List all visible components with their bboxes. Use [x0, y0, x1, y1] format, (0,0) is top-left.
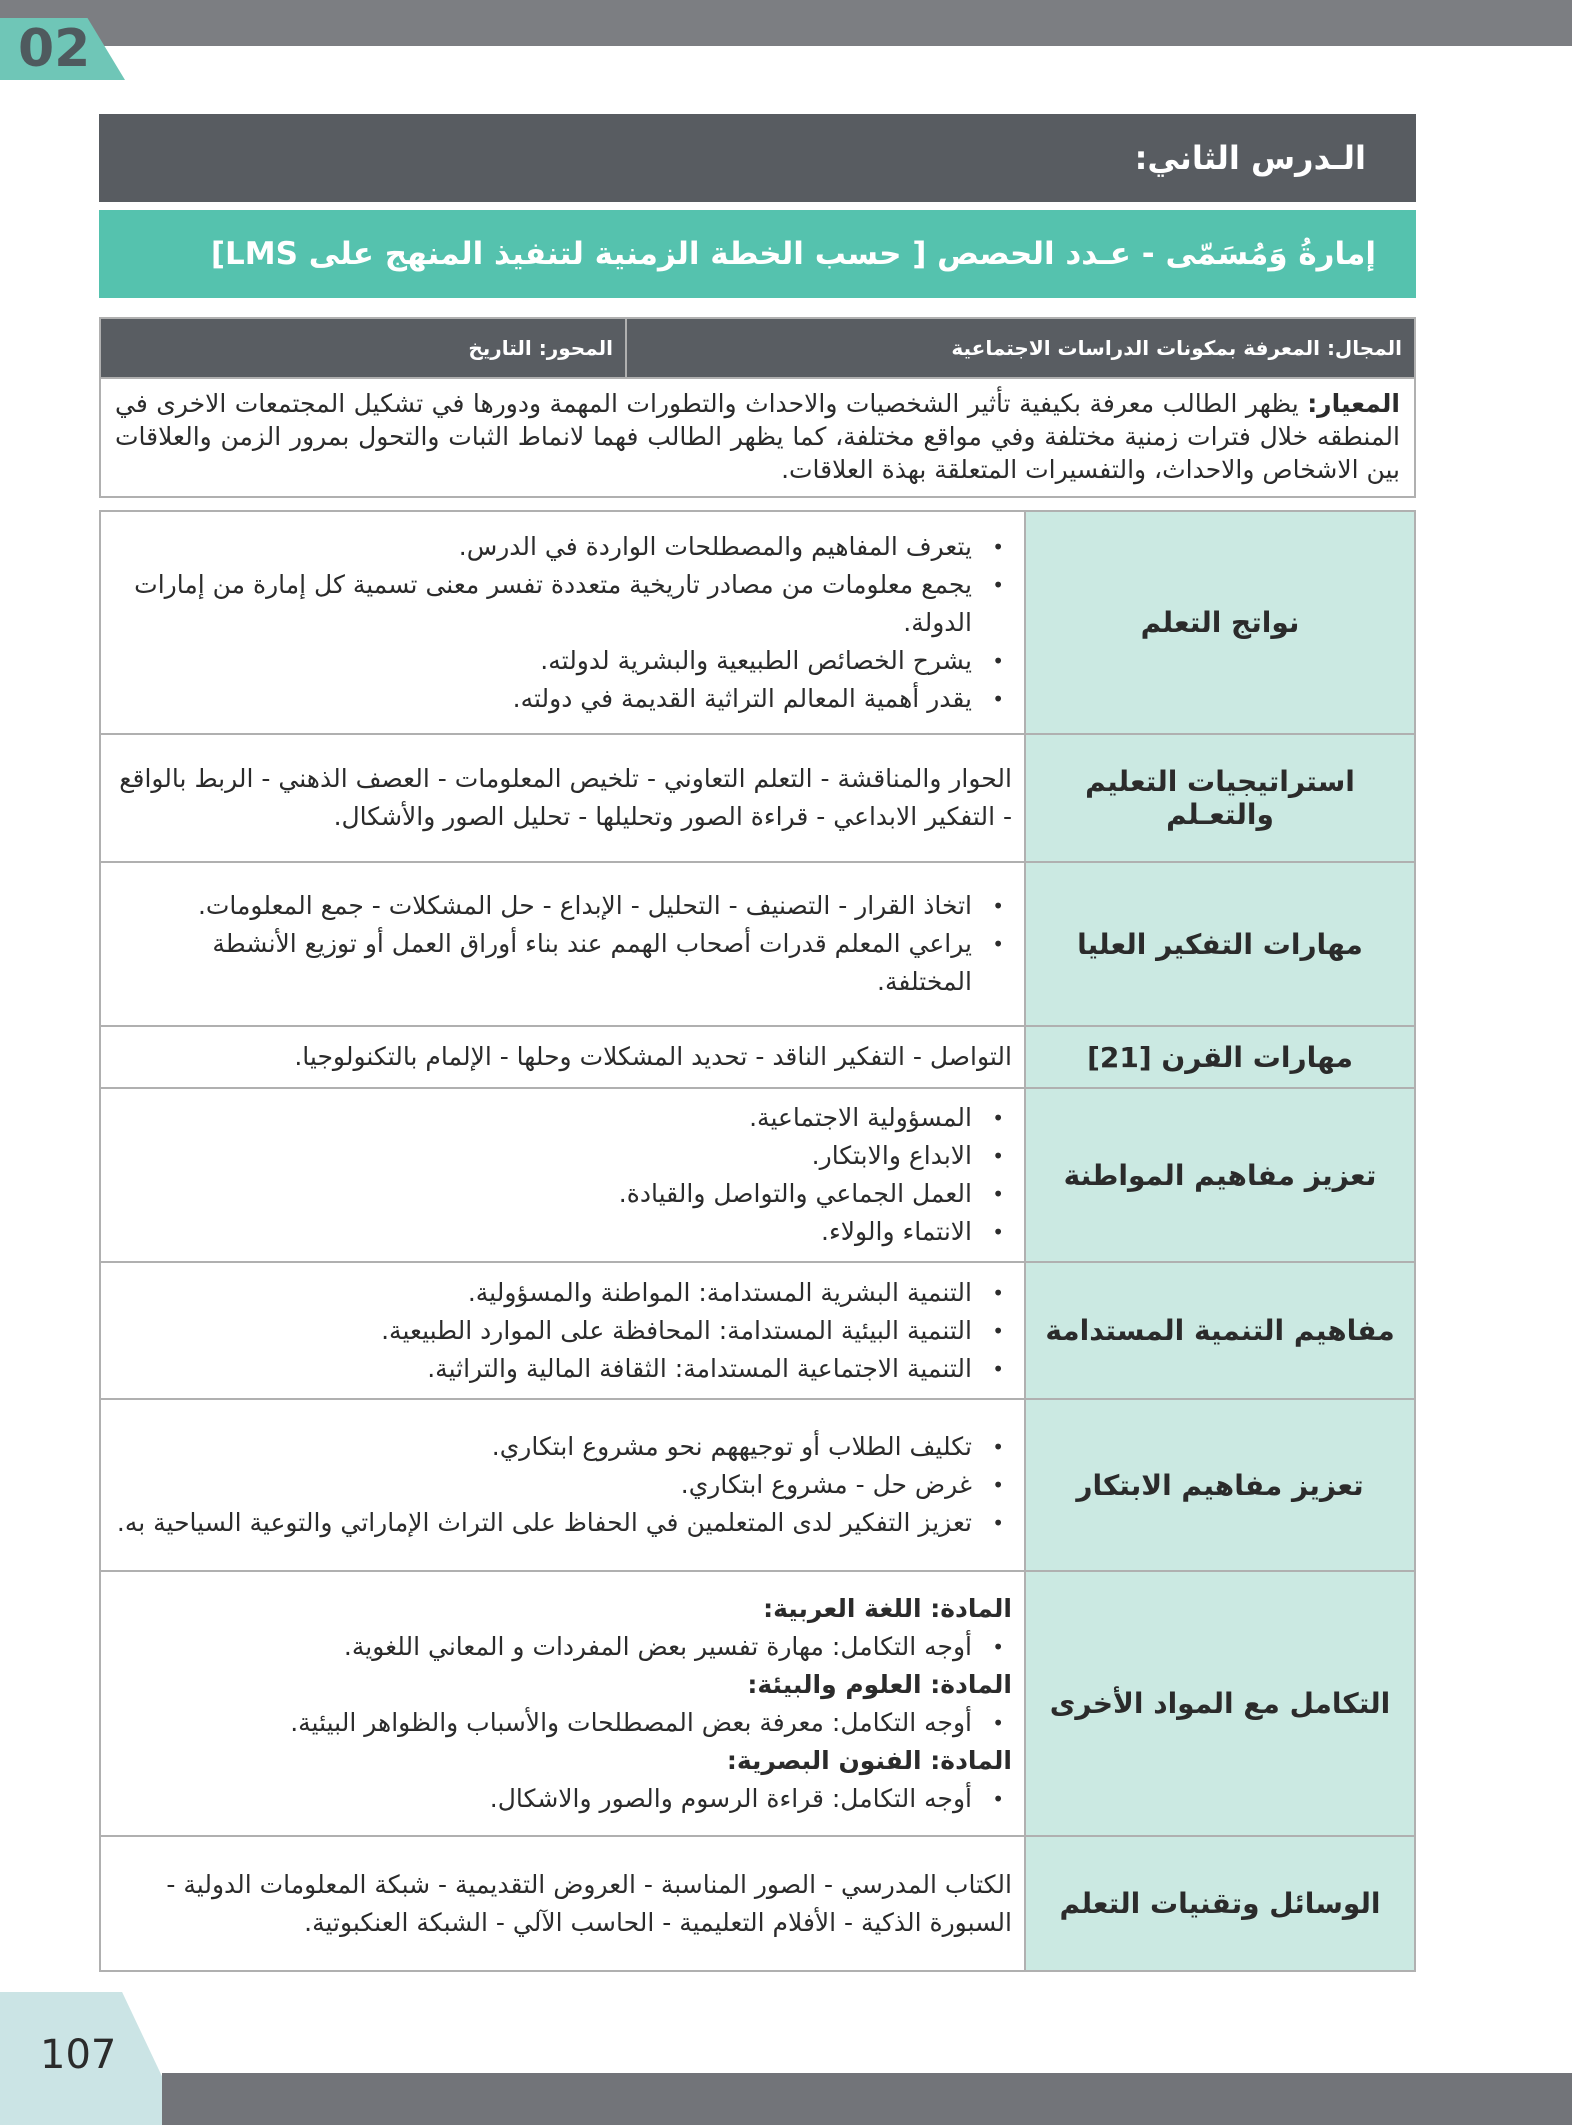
list-item: • يراعي المعلم قدرات أصحاب الهمم عند بناء أوراق العمل أو توزيع الأنشطة المختلفة. — [113, 925, 972, 1001]
list-item: • العمل الجماعي والتواصل والقيادة. — [113, 1175, 972, 1213]
sustainability-label: مفاهيم التنمية المستدامة — [1025, 1262, 1415, 1399]
strategies-label: استراتيجيات التعليم والتعـلم — [1025, 734, 1415, 862]
resources-content: الكتاب المدرسي - الصور المناسبة - العروض التقديمية - شبكة المعلومات الدولية - السبورة الذكية - الأفلام التعليمية - الحاسب الآلي - الشبكة العنكبوتية. — [100, 1836, 1025, 1971]
table-row — [100, 1088, 1415, 1262]
table-row — [100, 1399, 1415, 1571]
citizenship-content — [100, 1088, 1025, 1262]
list-item: • أوجه التكامل: قراءة الرسوم والصور والاشكال. — [113, 1780, 972, 1818]
sustainability-content — [100, 1262, 1025, 1399]
domain-cell: المجال: المعرفة بمكونات الدراسات الاجتماعية — [626, 318, 1415, 378]
axis-cell: المحور: التاريخ — [100, 318, 626, 378]
list-item: • المسؤولية الاجتماعية. — [113, 1099, 972, 1137]
integration-label: التكامل مع المواد الأخرى — [1025, 1571, 1415, 1836]
outcomes-label: نواتج التعلم — [1025, 511, 1415, 734]
list-item: • أوجه التكامل: مهارة تفسير بعض المفردات و المعاني اللغوية. — [113, 1628, 972, 1666]
table-row — [100, 1571, 1415, 1836]
thinking-content — [100, 862, 1025, 1026]
list-item: • التنمية الاجتماعية المستدامة: الثقافة المالية والتراثية. — [113, 1350, 972, 1388]
lesson-details-table — [99, 510, 1416, 1972]
lesson-title: الـدرس الثاني: — [99, 114, 1416, 202]
list-item: • غرض حل - مشروع ابتكاري. — [113, 1466, 972, 1504]
chapter-number: 02 — [18, 19, 91, 79]
table-row — [100, 1836, 1415, 1971]
list-item: • التنمية البشرية المستدامة: المواطنة والمسؤولية. — [113, 1274, 972, 1312]
list-item: • يشرح الخصائص الطبيعية والبشرية لدولته. — [113, 642, 972, 680]
standard-cell — [100, 378, 1415, 497]
list-item: • أوجه التكامل: معرفة بعض المصطلحات والأسباب والظواهر البيئية. — [113, 1704, 972, 1742]
table-row — [100, 1026, 1415, 1088]
list-item: • يقدر أهمية المعالم التراثية القديمة في دولته. — [113, 680, 972, 718]
century-content: التواصل - التفكير الناقد - تحديد المشكلات وحلها - الإلمام بالتكنولوجيا. — [100, 1026, 1025, 1088]
innovation-label: تعزيز مفاهيم الابتكار — [1025, 1399, 1415, 1571]
thinking-label: مهارات التفكير العليا — [1025, 862, 1415, 1026]
top-bar — [0, 0, 1572, 46]
outcomes-content — [100, 511, 1025, 734]
bottom-bar — [162, 2073, 1572, 2125]
lesson-plan-table — [99, 317, 1416, 498]
innovation-content — [100, 1399, 1025, 1571]
table-row — [100, 862, 1415, 1026]
table-header-row — [100, 318, 1415, 378]
century-label: مهارات القرن [21] — [1025, 1026, 1415, 1088]
table-row — [100, 511, 1415, 734]
standard-text: يظهر الطالب معرفة بكيفية تأثير الشخصيات والاحداث والتطورات المهمة ودورها في تشكيل المجتمعات الاخرى في المنطقه خلال فترات زمنية مختلفة وفي مواقع مختلفة، كما يظهر الطالب فهما لانماط الثبات والتحول بمرور الزمن والعلاقات بين الاشخاص والاحداث، والتفسيرات المتعلقة بهذة العلاقات. — [115, 389, 1400, 484]
subject-title: المادة: العلوم والبيئة: — [747, 1669, 1012, 1699]
list-item: • الانتماء والولاء. — [113, 1213, 972, 1251]
list-item: • اتخاذ القرار - التصنيف - التحليل - الإبداع - حل المشكلات - جمع المعلومات. — [113, 887, 972, 925]
standard-label: المعيار: — [1307, 389, 1400, 418]
list-item: • الابداع والابتكار. — [113, 1137, 972, 1175]
resources-label: الوسائل وتقنيات التعلم — [1025, 1836, 1415, 1971]
standard-row — [100, 378, 1415, 497]
citizenship-label: تعزيز مفاهيم المواطنة — [1025, 1088, 1415, 1262]
list-item: • يجمع معلومات من مصادر تاريخية متعددة تفسر معنى تسمية كل إمارة من إمارات الدولة. — [113, 566, 972, 642]
subject-title: المادة: الفنون البصرية: — [726, 1745, 1012, 1775]
subject-title: المادة: اللغة العربية: — [763, 1593, 1012, 1623]
lesson-plan-line: إمارةُ وَمُسَمّى - عـدد الحصص [ حسب الخطة الزمنية لتنفيذ المنهج على LMS] — [99, 210, 1416, 298]
table-row — [100, 1262, 1415, 1399]
list-item: • تعزيز التفكير لدى المتعلمين في الحفاظ على التراث الإماراتي والتوعية السياحية به. — [113, 1504, 972, 1542]
table-row — [100, 734, 1415, 862]
list-item: • التنمية البيئية المستدامة: المحافظة على الموارد الطبيعية. — [113, 1312, 972, 1350]
page-number: 107 — [40, 2032, 117, 2078]
strategies-content: الحوار والمناقشة - التعلم التعاوني - تلخيص المعلومات - العصف الذهني - الربط بالواقع - التفكير الابداعي - قراءة الصور وتحليلها - تحليل الصور والأشكال. — [100, 734, 1025, 862]
list-item: • تكليف الطلاب أو توجيههم نحو مشروع ابتكاري. — [113, 1428, 972, 1466]
integration-content — [100, 1571, 1025, 1836]
list-item: • يتعرف المفاهيم والمصطلحات الواردة في الدرس. — [113, 528, 972, 566]
